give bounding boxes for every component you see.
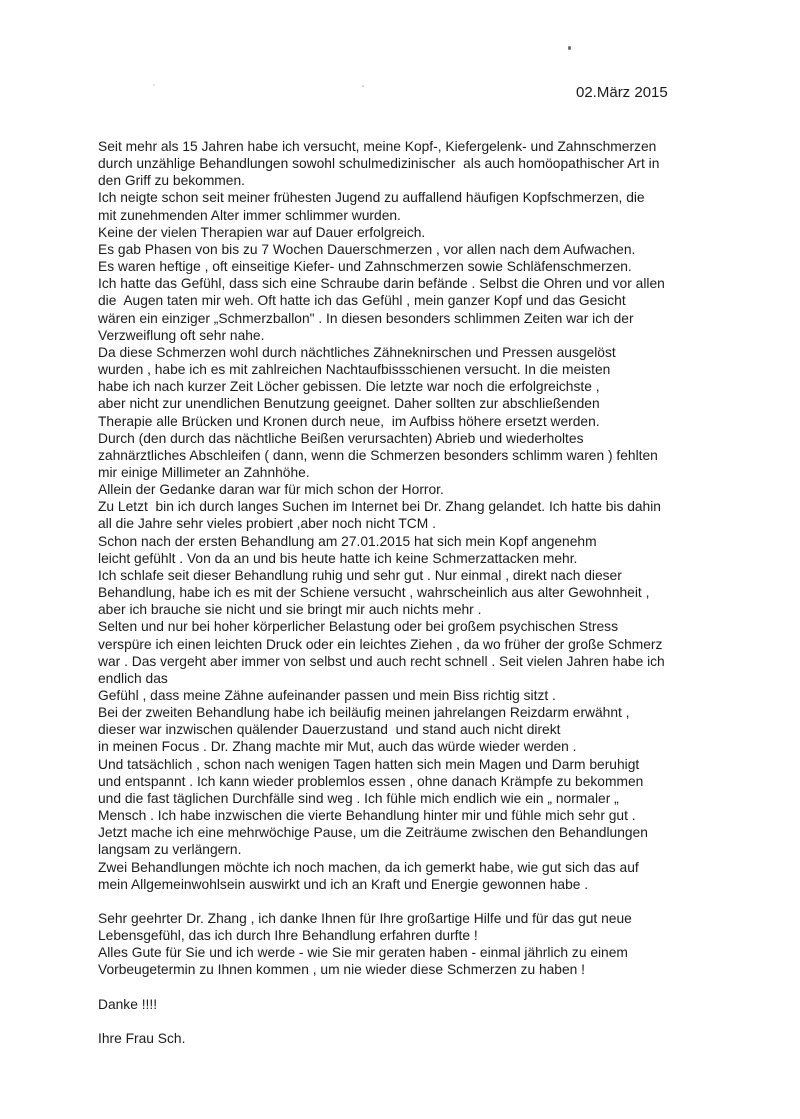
- letter-line: Jetzt mache ich eine mehrwöchige Pause, um die Zeiträume zwischen den Behandlungen: [98, 825, 648, 841]
- letter-line: Durch (den durch das nächtliche Beißen verursachten) Abrieb und wiederholtes: [98, 430, 584, 446]
- letter-line: Und tatsächlich , schon nach wenigen Tagen hatten sich mein Magen und Darm beruhigt: [98, 756, 640, 772]
- letter-line: endlich das: [98, 670, 168, 686]
- letter-line: wurden , habe ich es mit zahlreichen Nachtaufbissschienen versucht. In die meisten: [98, 362, 611, 378]
- letter-line: verspüre ich einen leichten Druck oder ein leichtes Ziehen , da wo früher der große Schmerz: [98, 636, 663, 652]
- letter-line: aber ich brauche sie nicht und sie bringt mir auch nichts mehr .: [98, 602, 482, 618]
- scan-speck: [153, 84, 155, 86]
- letter-line: durch unzählige Behandlungen sowohl schulmedizinischer als auch homöopathischer Art in: [98, 156, 660, 172]
- letter-line: Ich neigte schon seit meiner frühesten Jugend zu auffallend häufigen Kopfschmerzen, die: [98, 190, 645, 206]
- letter-line: Seit mehr als 15 Jahren habe ich versucht, meine Kopf-, Kiefergelenk- und Zahnschmerzen: [98, 139, 657, 154]
- letter-line: und die fast täglichen Durchfälle sind weg . Ich fühle mich endlich wie ein „ normaler „: [98, 790, 619, 806]
- letter-line: Alles Gute für Sie und ich werde - wie Sie mir geraten haben - einmal jährlich zu einem: [98, 945, 628, 961]
- letter-line: Vorbeugetermin zu Ihnen kommen , um nie wieder diese Schmerzen zu haben !: [98, 962, 585, 978]
- letter-line: den Griff zu bekommen.: [98, 173, 245, 189]
- letter-line: Ich hatte das Gefühl, dass sich eine Schraube darin befände . Selbst die Ohren und vor allen: [98, 276, 665, 292]
- letter-line: und entspannt . Ich kann wieder problemlos essen , ohne danach Krämpfe zu bekommen: [98, 773, 644, 789]
- letter-line: habe ich nach kurzer Zeit Löcher gebissen. Die letzte war noch die erfolgreichste ,: [98, 379, 600, 395]
- letter-line: Mensch . Ich habe inzwischen die vierte Behandlung hinter mir und fühle mich sehr gut .: [98, 808, 636, 824]
- letter-line: Therapie alle Brücken und Kronen durch neue, im Aufbiss höhere ersetzt werden.: [98, 413, 600, 429]
- letter-body: [98, 138, 758, 1047]
- letter-line: zahnärztliches Abschleifen ( dann, wenn die Schmerzen besonders schlimm waren ) fehlten: [98, 447, 658, 463]
- letter-date: 02.März 2015: [576, 84, 668, 101]
- letter-line: aber nicht zur unendlichen Benutzung geeignet. Daher sollten zur abschließenden: [98, 396, 600, 412]
- letter-line: Gefühl , dass meine Zähne aufeinander passen und mein Biss richtig sitzt .: [98, 688, 556, 703]
- letter-line: langsam zu verlängern.: [98, 842, 242, 858]
- letter-line: Behandlung, habe ich es mit der Schiene versucht , wahrscheinlich aus alter Gewohnheit ,: [98, 585, 650, 601]
- letter-line: Bei der zweiten Behandlung habe ich beiläufig meinen jahrelangen Reizdarm erwähnt ,: [98, 705, 630, 721]
- letter-line: Ich schlafe seit dieser Behandlung ruhig und sehr gut . Nur einmal , direkt nach dieser: [98, 567, 622, 583]
- letter-line: Allein der Gedanke daran war für mich schon der Horror.: [98, 482, 444, 498]
- letter-line: [98, 893, 758, 910]
- letter-line: Selten und nur bei hoher körperlicher Belastung oder bei großem psychischen Stress: [98, 619, 618, 635]
- scan-speck: [362, 85, 364, 87]
- letter-line: Es gab Phasen von bis zu 7 Wochen Dauerschmerzen , vor allen nach dem Aufwachen.: [98, 241, 636, 257]
- letter-line: dieser war inzwischen quälender Dauerzustand und stand auch nicht direkt: [98, 722, 561, 738]
- letter-line: Es waren heftige , oft einseitige Kiefer- und Zahnschmerzen sowie Schläfenschmerzen.: [98, 259, 632, 275]
- letter-line: Lebensgefühl, das ich durch Ihre Behandlung erfahren durfte !: [98, 928, 478, 944]
- letter-line: Schon nach der ersten Behandlung am 27.01.2015 hat sich mein Kopf angenehm: [98, 533, 597, 549]
- letter-line: war . Das vergeht aber immer von selbst und auch recht schnell . Seit vielen Jahren habe ich: [98, 653, 665, 669]
- scan-speck: [568, 46, 571, 50]
- letter-line: die Augen taten mir weh. Oft hatte ich das Gefühl , mein ganzer Kopf und das Gesicht: [98, 293, 626, 309]
- letter-line: wären ein einziger „Schmerzballon" . In diesen besonders schlimmen Zeiten war ich der: [98, 310, 634, 326]
- letter-line: Sehr geehrter Dr. Zhang , ich danke Ihnen für Ihre großartige Hilfe und für das gut neue: [98, 911, 632, 927]
- letter-line: leicht gefühlt . Von da an und bis heute hatte ich keine Schmerzattacken mehr.: [98, 550, 578, 566]
- letter-line: Keine der vielen Therapien war auf Dauer erfolgreich.: [98, 224, 426, 240]
- letter-line: mir einige Millimeter an Zahnhöhe.: [98, 464, 310, 480]
- letter-line: mein Allgemeinwohlsein auswirkt und ich an Kraft und Energie gewonnen habe .: [98, 876, 589, 892]
- letter-line: [98, 1013, 758, 1030]
- letter-line: Da diese Schmerzen wohl durch nächtliches Zähneknirschen und Pressen ausgelöst: [98, 344, 616, 360]
- letter-line: Zu Letzt bin ich durch langes Suchen im Internet bei Dr. Zhang gelandet. Ich hatte bis dahin: [98, 499, 661, 515]
- letter-line: all die Jahre sehr vieles probiert ,aber noch nicht TCM .: [98, 516, 436, 532]
- letter-line: mit zunehmenden Alter immer schlimmer wurden.: [98, 207, 401, 223]
- letter-line: in meinen Focus . Dr. Zhang machte mir Mut, auch das würde wieder werden .: [98, 739, 577, 755]
- letter-line: Verzweiflung oft sehr nahe.: [98, 327, 265, 343]
- letter-line: [98, 979, 758, 996]
- letter-line: Ihre Frau Sch.: [98, 1031, 186, 1047]
- letter-line: Danke !!!!: [98, 996, 158, 1012]
- letter-line: Zwei Behandlungen möchte ich noch machen, da ich gemerkt habe, wie gut sich das auf: [98, 859, 639, 875]
